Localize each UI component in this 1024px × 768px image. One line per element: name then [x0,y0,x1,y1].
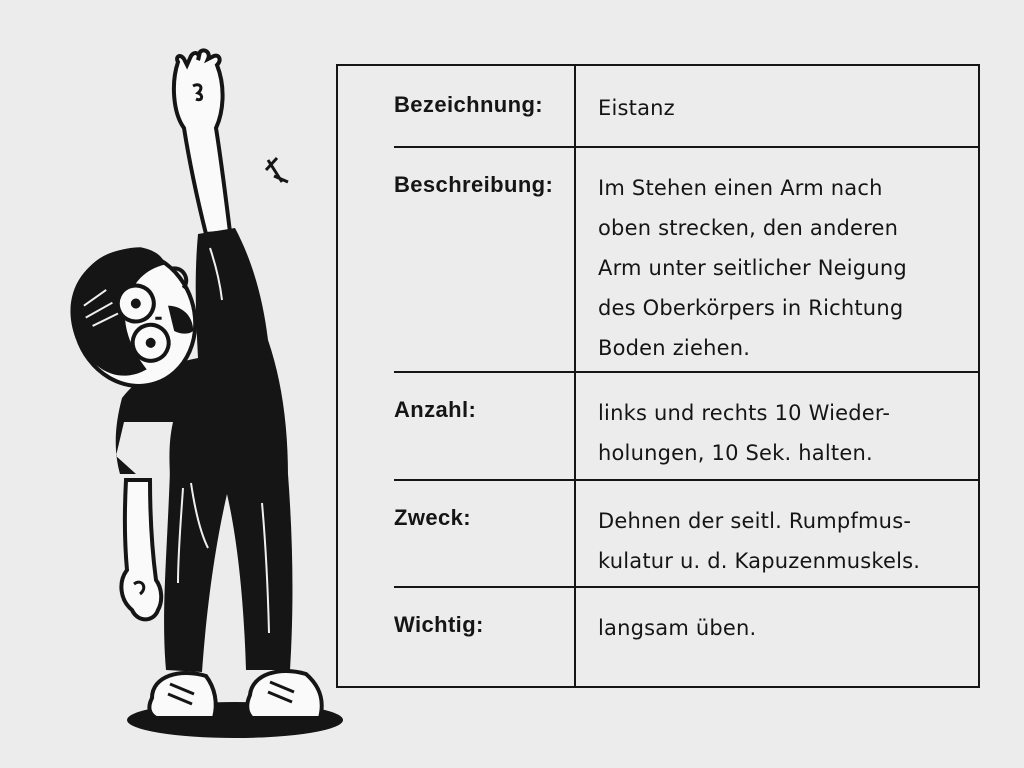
table-row-beschreibung [394,146,978,373]
value-beschreibung: Im Stehen einen Arm nach oben strecken, den anderen Arm unter seitlicher Neigung des Oberkörpers in Richtung Boden ziehen. [598,176,907,360]
value-zweck: Dehnen der seitl. Rumpfmus- kulatur u. d. Kapuzenmuskels. [598,509,921,573]
label-wichtig: Wichtig: [394,612,484,637]
table-row-wichtig [394,586,978,690]
table-row-bezeichnung [394,66,978,148]
value-anzahl: links und rechts 10 Wieder- holungen, 10 Sek. halten. [598,401,891,465]
value-bezeichnung: Eistanz [598,96,675,120]
stretching-person-illustration [30,48,350,748]
value-wichtig: langsam üben. [598,616,757,640]
table-row-anzahl [394,371,978,481]
label-bezeichnung: Bezeichnung: [394,92,544,117]
label-beschreibung: Beschreibung: [394,172,554,197]
table-row-zweck [394,479,978,588]
exercise-table [336,64,980,688]
label-anzahl: Anzahl: [394,397,477,422]
label-zweck: Zweck: [394,505,471,530]
